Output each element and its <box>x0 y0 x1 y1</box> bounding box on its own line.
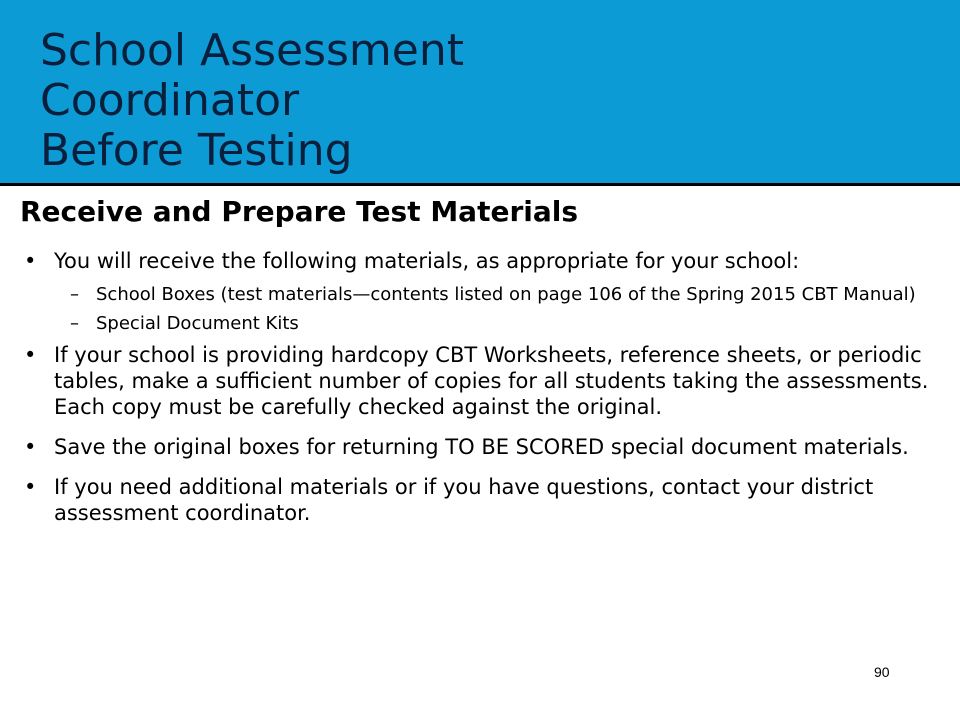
bullet-icon: • <box>24 343 37 367</box>
bullet-item <box>24 248 944 334</box>
bullet-icon: • <box>24 475 37 499</box>
sub-bullet-text: Special Document Kits <box>96 313 299 334</box>
header-band <box>0 0 960 183</box>
bullet-icon: • <box>24 435 37 459</box>
page-number: 90 <box>874 664 890 680</box>
bullet-item <box>24 474 944 526</box>
dash-icon: – <box>70 284 79 305</box>
section-heading: Receive and Prepare Test Materials <box>20 195 579 228</box>
sub-bullet-item <box>54 313 944 334</box>
bullet-icon: • <box>24 249 37 273</box>
bullet-list <box>24 248 944 526</box>
bullet-text: If you need additional materials or if you have questions, contact your district assessment coordinator. <box>54 475 874 525</box>
bullet-text: You will receive the following materials, as appropriate for your school: <box>54 249 800 273</box>
dash-icon: – <box>70 313 79 334</box>
bullet-item <box>24 434 944 460</box>
title-line: Coordinator <box>40 75 300 126</box>
slide-title <box>40 26 464 176</box>
title-line: School Assessment <box>40 25 464 76</box>
header-divider <box>0 183 960 186</box>
sub-bullet-item <box>54 284 944 305</box>
title-line: Before Testing <box>40 125 353 176</box>
sub-bullet-list <box>54 284 944 334</box>
bullet-item <box>24 342 944 420</box>
sub-bullet-text: School Boxes (test materials—contents listed on page 106 of the Spring 2015 CBT Manual) <box>96 284 916 305</box>
bullet-text: Save the original boxes for returning TO BE SCORED special document materials. <box>54 435 909 459</box>
bullet-text: If your school is providing hardcopy CBT Worksheets, reference sheets, or periodic tables, make a sufficient number of copies for all students taking the assessments. Each copy must be carefully checked against the original. <box>54 343 929 419</box>
